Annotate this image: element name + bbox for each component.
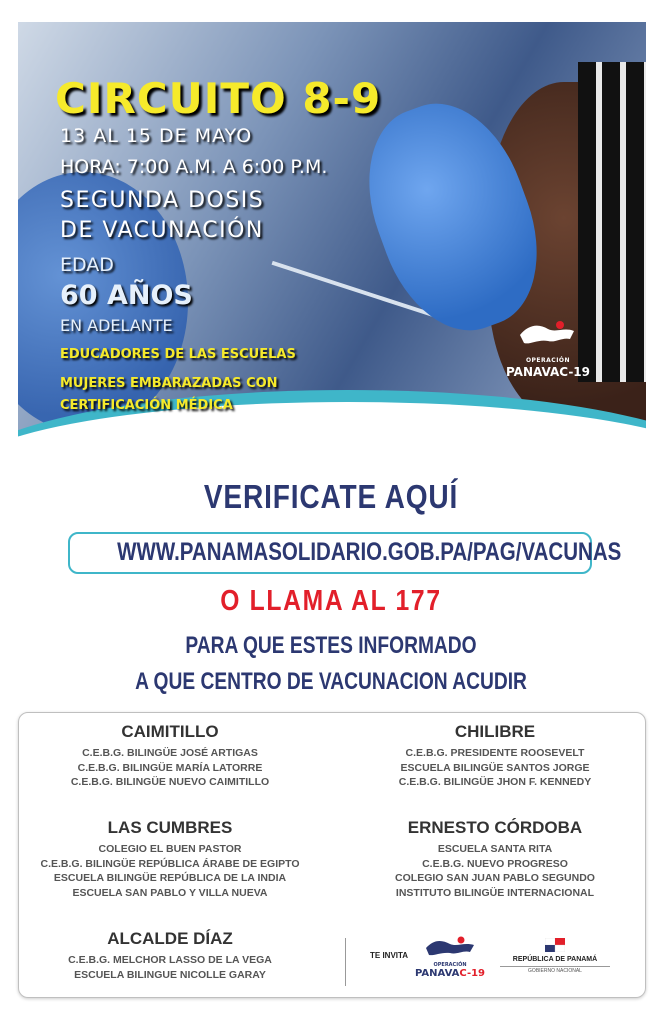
circuit-title: CIRCUITO 8-9 xyxy=(55,74,382,123)
republic-text: REPÚBLICA DE PANAMÁ xyxy=(512,956,598,963)
vaccine-url-link[interactable]: WWW.PANAMASOLIDARIO.GOB.PA/PAG/VACUNAS xyxy=(117,538,622,566)
info-line-1: PARA QUE ESTES INFORMADO xyxy=(185,632,477,659)
region-title: CAIMITILLO xyxy=(121,722,219,741)
logo-small-text: OPERACIÓN xyxy=(525,357,571,364)
invite-text: TE INVITA xyxy=(370,951,409,960)
region-caimitillo xyxy=(20,722,320,790)
site-item: ESCUELA BILINGÜE SANTOS JORGE xyxy=(400,761,590,774)
dose-line-2: DE VACUNACIÓN xyxy=(60,218,264,243)
group-pregnant-1: MUJERES EMBARAZADAS CON xyxy=(60,376,278,391)
footer-logo-big xyxy=(410,968,490,979)
site-item: C.E.B.G. BILINGÜE JOSÉ ARTIGAS xyxy=(82,747,258,759)
panavac-logo xyxy=(488,317,608,387)
footer-panavac-logo xyxy=(410,934,490,984)
panama-map-icon xyxy=(424,934,476,962)
site-item: ESCUELA BILINGUE NICOLLE GARAY xyxy=(74,968,266,981)
site-item: COLEGIO SAN JUAN PABLO SEGUNDO xyxy=(395,872,595,884)
url-box[interactable] xyxy=(68,532,622,574)
date-range: 13 AL 15 DE MAYO xyxy=(60,125,253,147)
age-suffix: EN ADELANTE xyxy=(60,316,173,335)
region-title: LAS CUMBRES xyxy=(107,818,233,837)
site-item: COLEGIO EL BUEN PASTOR xyxy=(98,843,242,855)
age-label: EDAD xyxy=(60,254,114,276)
government-text: GOBIERNO NACIONAL xyxy=(500,966,610,974)
site-item: C.E.B.G. MELCHOR LASSO DE LA VEGA xyxy=(68,954,272,966)
site-item: ESCUELA BILINGÜE REPÚBLICA DE LA INDIA xyxy=(53,872,287,884)
call-number: O LLAMA AL 177 xyxy=(220,585,442,617)
group-pregnant-2: CERTIFICACIÓN MÉDICA xyxy=(60,398,233,413)
age-value: 60 AÑOS xyxy=(60,280,193,311)
region-chilibre xyxy=(340,722,650,790)
hours: HORA: 7:00 A.M. A 6:00 P.M. xyxy=(60,156,328,178)
site-item: INSTITUTO BILINGÜE INTERNACIONAL xyxy=(395,886,595,899)
region-title: ALCALDE DÍAZ xyxy=(107,929,233,948)
site-item: ESCUELA SANTA RITA xyxy=(437,843,553,855)
panama-map-icon xyxy=(518,317,578,353)
site-item: C.E.B.G. BILINGÜE JHON F. KENNEDY xyxy=(398,776,592,788)
site-item: C.E.B.G. NUEVO PROGRESO xyxy=(422,857,568,870)
footer-divider xyxy=(345,938,346,986)
hero-banner xyxy=(18,22,646,467)
site-item: ESCUELA SAN PABLO Y VILLA NUEVA xyxy=(72,886,268,899)
region-alcalde-diaz xyxy=(20,929,320,982)
dose-line-1: SEGUNDA DOSIS xyxy=(60,188,265,213)
region-ernesto-cordoba xyxy=(340,818,650,900)
site-item: C.E.B.G. BILINGÜE REPÚBLICA ÁRABE DE EGIPTO xyxy=(40,857,300,870)
logo-big-text: PANAVAC-19 xyxy=(505,365,591,379)
panama-flag-icon xyxy=(545,938,565,952)
footer-logo-big-a: PANAVA xyxy=(414,968,460,979)
site-item: C.E.B.G. PRESIDENTE ROOSEVELT xyxy=(405,747,585,759)
group-teachers: EDUCADORES DE LAS ESCUELAS xyxy=(60,347,296,362)
region-title: CHILIBRE xyxy=(454,722,536,741)
footer-logo-big-b: C-19 xyxy=(459,968,486,979)
region-title: ERNESTO CÓRDOBA xyxy=(407,818,583,837)
verify-heading: VERIFICATE AQUÍ xyxy=(203,478,459,515)
info-line-2: A QUE CENTRO DE VACUNACION ACUDIR xyxy=(135,668,527,695)
site-item: C.E.B.G. BILINGÜE MARÍA LATORRE xyxy=(77,761,263,774)
site-item: C.E.B.G. BILINGÜE NUEVO CAIMITILLO xyxy=(70,776,270,788)
government-logo xyxy=(500,938,610,982)
footer-logo-small: OPERACIÓN xyxy=(433,962,467,968)
region-las-cumbres xyxy=(20,818,320,900)
